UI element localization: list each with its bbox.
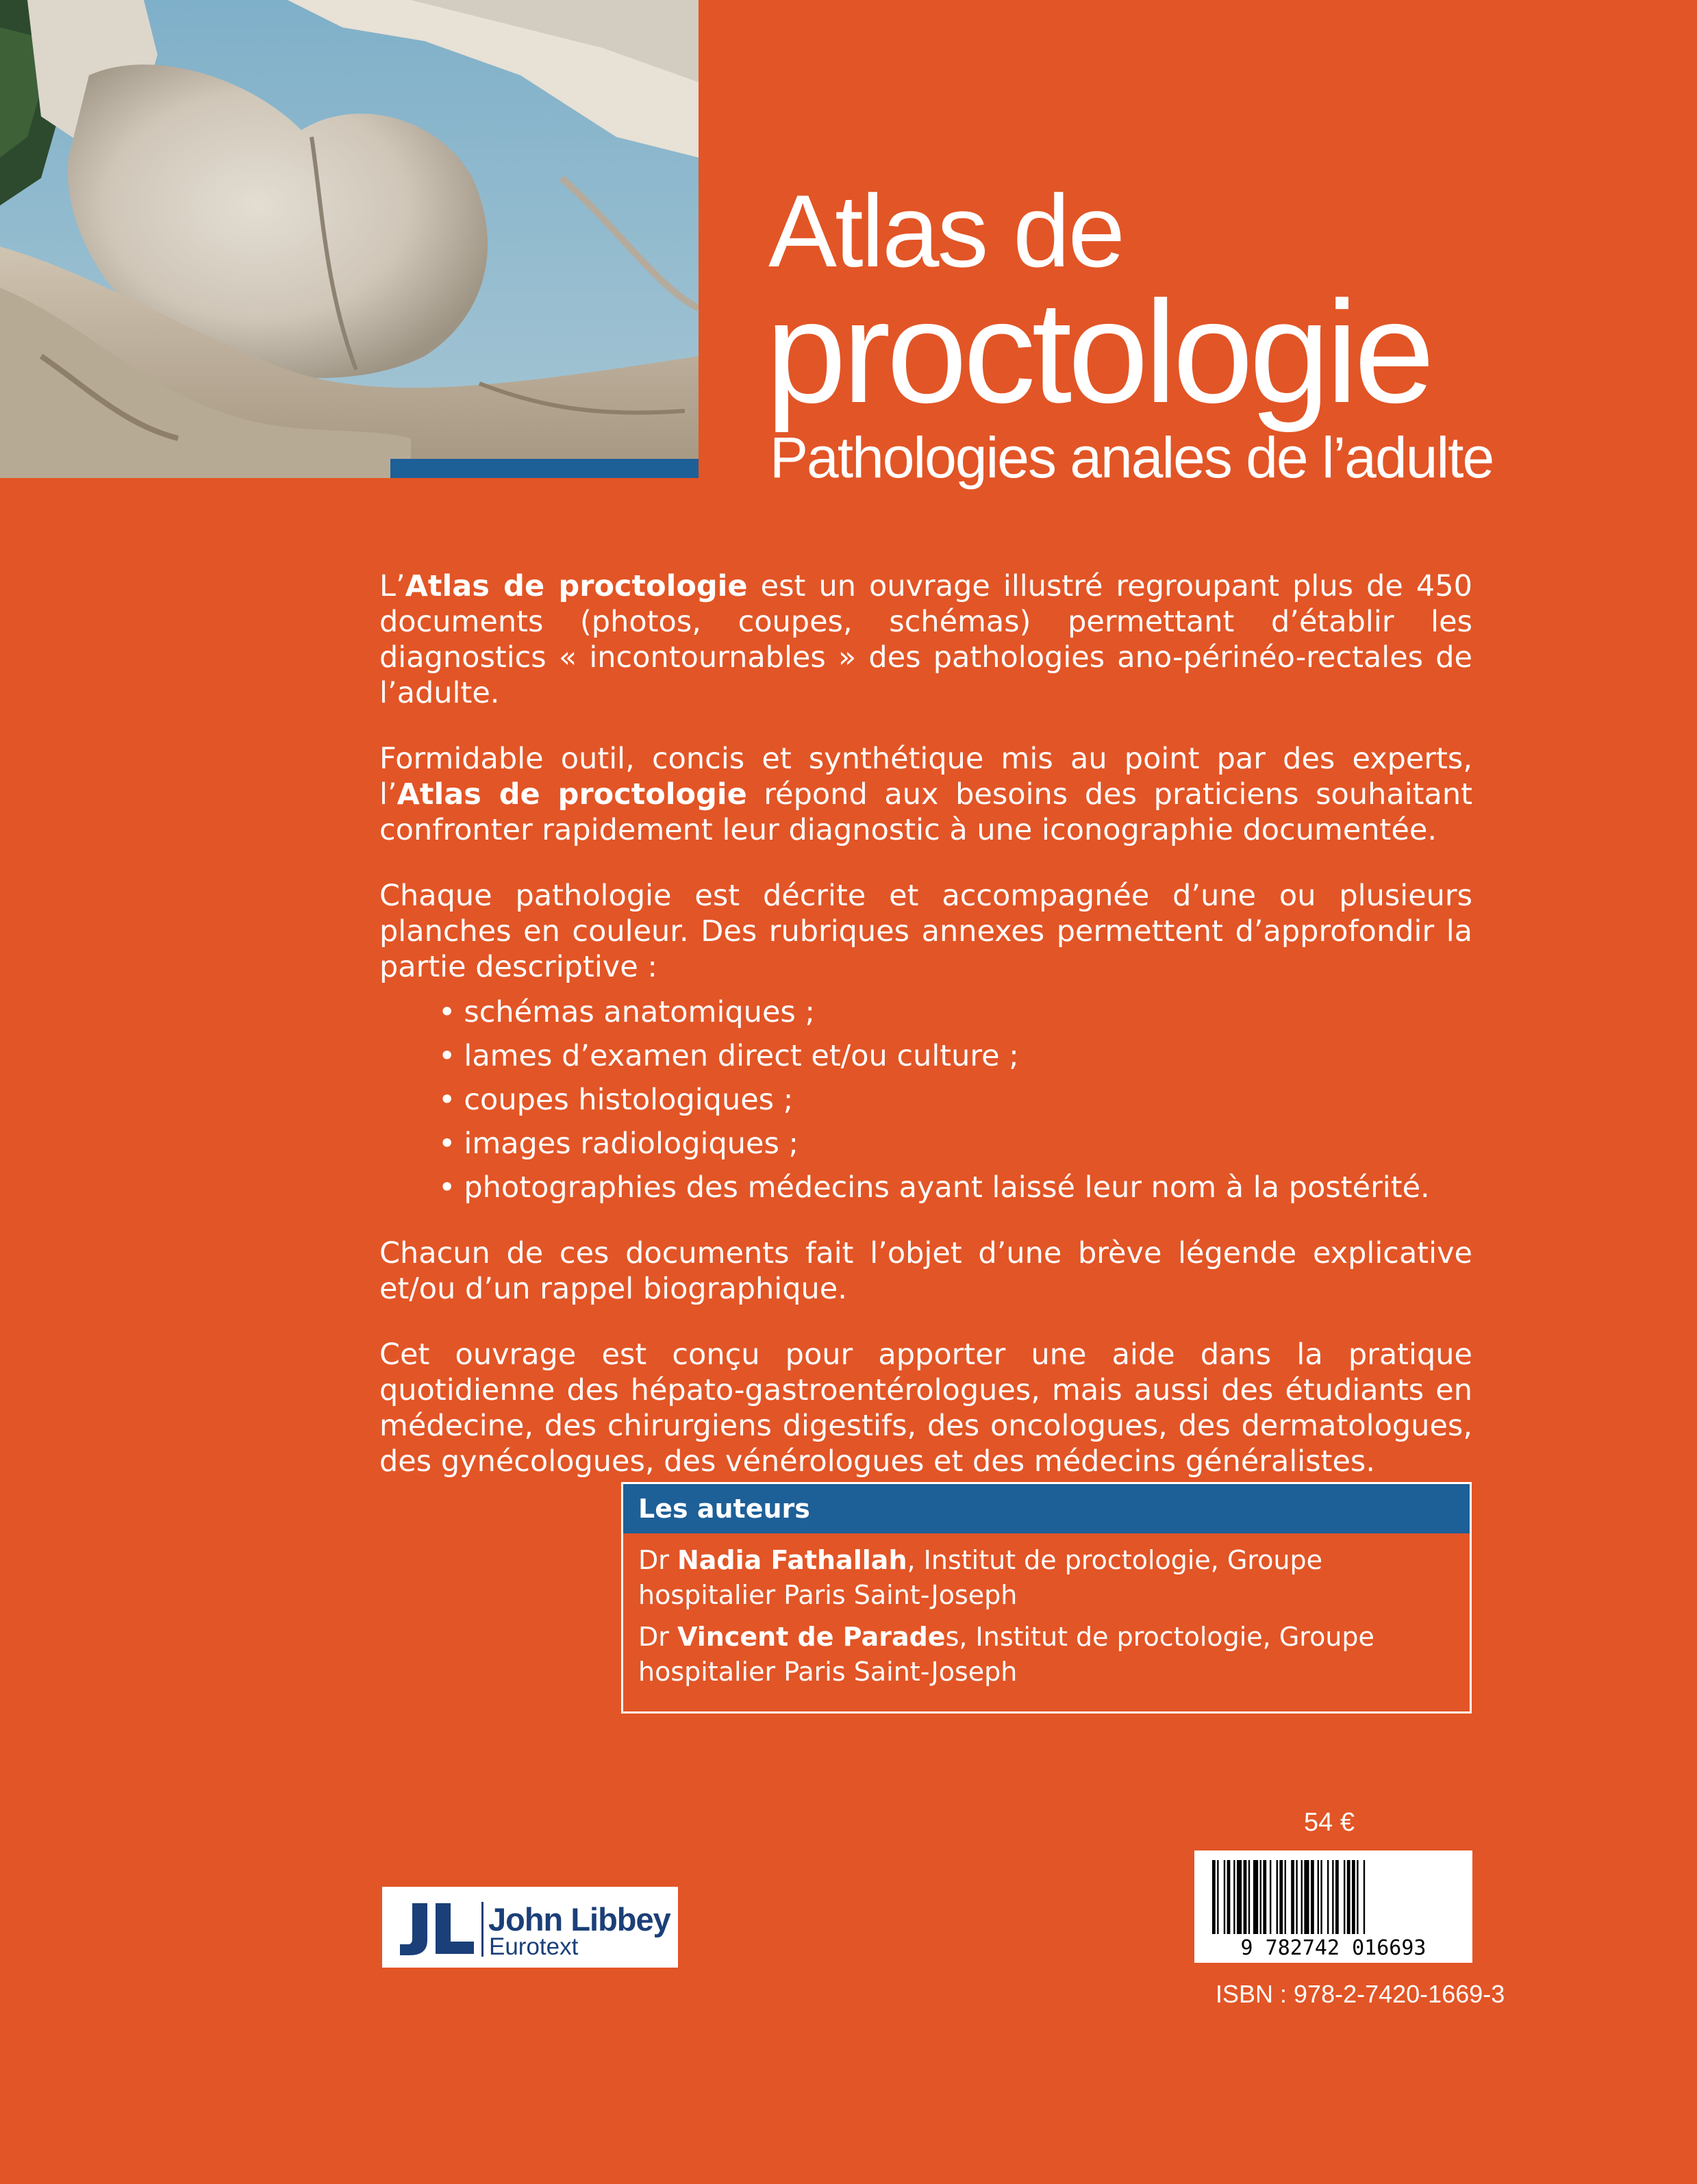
author-affiliation: s, Institut de proctologie, Groupe hospitalier Paris Saint-Joseph — [638, 1622, 1374, 1687]
barcode-bar — [1363, 1860, 1365, 1934]
p2-book-title: Atlas de proctologie — [397, 777, 747, 812]
barcode-bar — [1233, 1860, 1235, 1934]
photo-accent-bar — [390, 459, 699, 478]
bullet-item: • coupes histologiques ; — [438, 1082, 1472, 1118]
cover-photo — [0, 0, 699, 478]
bullet-item: • images radiologiques ; — [438, 1126, 1472, 1162]
barcode-bar — [1304, 1860, 1309, 1934]
barcode-bar — [1327, 1860, 1329, 1934]
barcode — [1194, 1850, 1472, 1963]
barcode-bar — [1277, 1860, 1278, 1934]
barcode-bar — [1244, 1860, 1247, 1934]
publisher-subname: Eurotext — [489, 1933, 579, 1960]
barcode-bar — [1253, 1860, 1258, 1934]
barcode-bar — [1270, 1860, 1271, 1934]
barcode-bar — [1248, 1860, 1250, 1934]
barcode-bar — [1320, 1860, 1322, 1934]
barcode-bar — [1357, 1860, 1358, 1934]
subtitle: Pathologies anales de l’adulte — [770, 425, 1494, 490]
barcode-bar — [1332, 1860, 1333, 1934]
p1-book-title: Atlas de proctologie — [405, 569, 748, 603]
bullet-item: • lames d’examen direct et/ou culture ; — [438, 1038, 1472, 1074]
barcode-bar — [1344, 1860, 1345, 1934]
author-entry — [623, 1533, 1470, 1613]
p1-text-pre: L’ — [379, 569, 405, 603]
title-line-1: Atlas de — [768, 173, 1123, 288]
barcode-bar — [1279, 1860, 1283, 1934]
bullet-item: • photographies des médecins ayant laissé leur nom à la postérité. — [438, 1170, 1472, 1205]
author-title: Dr — [638, 1545, 677, 1575]
barcode-bar — [1318, 1860, 1319, 1934]
paragraph-5: Cet ouvrage est conçu pour apporter une aide dans la pratique quotidienne des hépato-gastroentérologues, mais aussi des étudiants en médecine, des chirurgiens digestifs, des oncologues, des dermatologues, des gynécologues, des vénérologues et des médecins généralistes. — [379, 1338, 1472, 1479]
paragraph-3: Chaque pathologie est décrite et accompagnée d’une ou plusieurs planches en couleur. Des rubriques annexes permettent d’approfondir la partie descriptive : — [379, 879, 1472, 984]
author-affiliation: , Institut de proctologie, Groupe hospitalier Paris Saint-Joseph — [638, 1545, 1323, 1610]
barcode-bar — [1311, 1860, 1314, 1934]
bullet-item: • schémas anatomiques ; — [438, 994, 1472, 1030]
paragraph-2 — [379, 741, 1472, 848]
barcode-bar — [1237, 1860, 1242, 1934]
barcode-bar — [1224, 1860, 1225, 1934]
logo-divider — [481, 1902, 483, 1957]
barcode-bar — [1347, 1860, 1350, 1934]
isbn: ISBN : 978-2-7420-1669-3 — [1216, 1980, 1505, 2008]
back-cover-description — [379, 568, 1472, 1509]
barcode-bar — [1291, 1860, 1294, 1934]
author-name: Vincent de Parade — [677, 1622, 946, 1652]
publisher-logo — [382, 1887, 678, 1968]
publisher-name: John Libbey — [488, 1901, 670, 1937]
barcode-bar — [1352, 1860, 1355, 1934]
title-line-2: proctologie — [766, 271, 1431, 433]
author-entry — [623, 1613, 1470, 1690]
p1-text-post: est un ouvrage illustré regroupant plus de 450 documents (photos, coupes, schémas) permettant d’établir les diagnostics « incontournables » des pathologies ano-périnéo-rectales de l’adulte. — [379, 569, 1472, 710]
barcode-bar — [1260, 1860, 1261, 1934]
barcode-bar — [1335, 1860, 1339, 1934]
barcode-graphic — [1194, 1850, 1472, 1963]
barcode-bar — [1217, 1860, 1218, 1934]
barcode-bar — [1227, 1860, 1231, 1934]
bullet-list — [379, 994, 1472, 1205]
author-title: Dr — [638, 1622, 677, 1652]
p2-text-pre: Formidable outil, concis et synthétique mis au point par des experts, l’ — [379, 742, 1472, 812]
barcode-bar — [1285, 1860, 1286, 1934]
barcode-digits: 9 782742 016693 — [1240, 1936, 1426, 1960]
barcode-bar — [1296, 1860, 1297, 1934]
author-name: Nadia Fathallah — [677, 1545, 907, 1575]
price: 54 € — [1304, 1808, 1355, 1837]
paragraph-1 — [379, 568, 1472, 711]
barcode-bar — [1301, 1860, 1303, 1934]
jl-monogram-icon — [397, 1899, 477, 1957]
authors-header: Les auteurs — [623, 1484, 1470, 1533]
authors-box — [621, 1482, 1472, 1714]
paragraph-4: Chacun de ces documents fait l’objet d’une brève légende explicative et/ou d’un rappel biographique. — [379, 1236, 1472, 1306]
barcode-bar — [1212, 1860, 1216, 1934]
p2-text-post: répond aux besoins des praticiens souhaitant confronter rapidement leur diagnostic à une iconographie documentée. — [379, 777, 1472, 847]
barcode-bar — [1263, 1860, 1266, 1934]
